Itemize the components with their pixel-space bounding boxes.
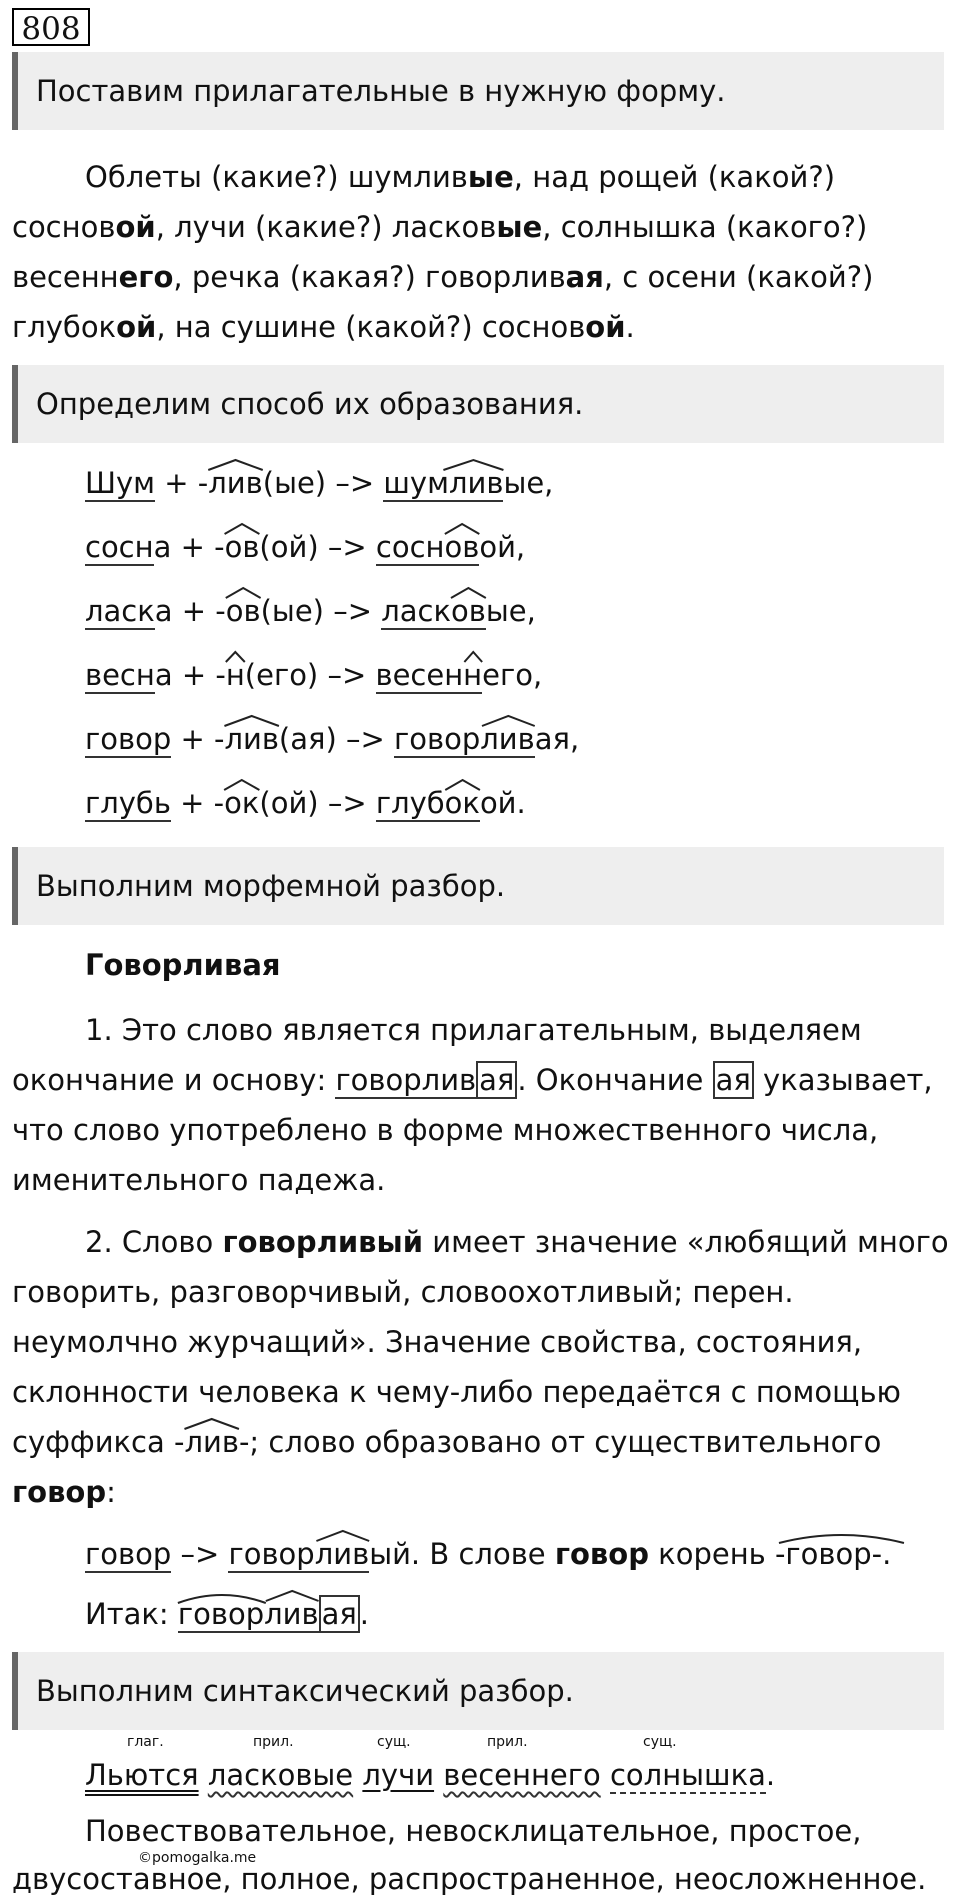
section-heading: Выполним морфемной разбор.	[12, 847, 944, 925]
pos-label: сущ.	[377, 1734, 411, 1750]
word-title: Говорливая	[85, 948, 281, 982]
ending: (ая)	[278, 722, 337, 756]
pos-label: прил.	[487, 1734, 528, 1750]
result-stem: глубок	[375, 786, 480, 820]
plus-sign: + -	[172, 594, 226, 628]
text-line: говорить, разговорчивый, словоохотливый; перен.	[12, 1275, 794, 1309]
result-ending: ой,	[479, 530, 526, 564]
result-stem: говорлив	[394, 722, 535, 756]
derivation-row	[85, 658, 542, 692]
base-ending: а	[154, 594, 173, 628]
section-heading: Поставим прилагательные в нужную форму.	[12, 52, 944, 130]
subject: лучи	[362, 1758, 435, 1792]
result-stem: ласков	[381, 594, 486, 628]
result-stem: соснов	[375, 530, 480, 564]
result-ending: ые,	[503, 466, 554, 500]
suffix: н	[225, 658, 245, 692]
text-line: глубокой, на сушине (какой?) сосновой.	[12, 310, 635, 344]
sentence: Льются ласковые лучи весеннего солнышка.	[85, 1758, 776, 1792]
base-word: говор	[85, 722, 172, 756]
derivation-row	[85, 466, 553, 500]
pos-label: сущ.	[643, 1734, 677, 1750]
suffix: лив	[224, 722, 279, 756]
plus-sign: + -	[170, 786, 225, 820]
text-line: склонности человека к чему-либо передаётся с помощью	[12, 1375, 901, 1409]
text-line: сосновой, лучи (какие?) ласковые, солнышка (какого?)	[12, 210, 868, 244]
arrow: –>	[326, 466, 384, 500]
result-line: Итак: говорлив ая .	[85, 1597, 370, 1631]
ending: (ой)	[259, 530, 319, 564]
text-line: неумолчно журчащий». Значение свойства, состояния,	[12, 1325, 863, 1359]
derivation-row	[85, 530, 525, 564]
base-ending: а	[153, 530, 172, 564]
watermark: ©pomogalka.me	[138, 1850, 257, 1866]
text-line: 2. Слово говорливый имеет значение «любящий много	[85, 1225, 949, 1259]
base-word: сосн	[85, 530, 154, 564]
base-ending: а	[154, 658, 173, 692]
pos-label: прил.	[253, 1734, 294, 1750]
text-line: весеннего, речка (какая?) говорливая, с осени (какой?)	[12, 260, 874, 294]
ending: (ые)	[260, 594, 324, 628]
section-heading: Выполним синтаксический разбор.	[12, 1652, 944, 1730]
derivation-row	[85, 722, 579, 756]
attribute: весеннего	[443, 1758, 601, 1792]
section-heading: Определим способ их образования.	[12, 365, 944, 443]
plus-sign: + -	[172, 658, 226, 692]
ending: (ые)	[262, 466, 327, 500]
text-line: именительного падежа.	[12, 1163, 386, 1197]
pos-label: глаг.	[127, 1734, 164, 1750]
text-line: говор:	[12, 1475, 116, 1509]
text-line: 1. Это слово является прилагательным, выделяем	[85, 1013, 862, 1047]
derivation-row	[85, 594, 536, 628]
base-word: глубь	[85, 786, 171, 820]
suffix: ок	[224, 786, 260, 820]
arrow: –>	[323, 594, 382, 628]
derivation-line: говор –> говорливый. В слове говор корень -говор-.	[85, 1537, 892, 1571]
arrow: –>	[336, 722, 395, 756]
result-stem: весенн	[375, 658, 483, 692]
result-ending: ые,	[485, 594, 536, 628]
stem-mark: говорлив	[335, 1063, 477, 1097]
attribute: ласковые	[207, 1758, 354, 1792]
ending: (его)	[244, 658, 319, 692]
base-word: весн	[85, 658, 155, 692]
suffix: ов	[224, 530, 260, 564]
derivation-row	[85, 786, 526, 820]
result-stem: шумлив	[383, 466, 504, 500]
ending-mark: ая	[476, 1061, 517, 1099]
plus-sign: + -	[155, 466, 209, 500]
object: солнышка	[609, 1758, 766, 1792]
arrow: –>	[318, 530, 376, 564]
suffix-mark: лив	[184, 1425, 239, 1459]
text-line: Повествовательное, невосклицательное, простое,	[85, 1814, 862, 1848]
ending-mark: ая	[713, 1061, 754, 1099]
task-number: 808	[12, 8, 90, 46]
arrow: –>	[318, 658, 376, 692]
text-line: Облеты (какие?) шумливые, над рощей (какой?)	[85, 160, 836, 194]
text-line: суффикса -лив-; слово образовано от существительного	[12, 1425, 882, 1459]
text-line: двусоставное, полное, распространенное, неосложненное.	[12, 1862, 927, 1896]
result-ending: его,	[482, 658, 543, 692]
base-word: Шум	[85, 466, 156, 500]
text-line: окончание и основу: говорлив ая . Окончание ая указывает,	[12, 1063, 933, 1097]
result-ending: ая,	[534, 722, 580, 756]
suffix: лив	[208, 466, 263, 500]
suffix: ов	[225, 594, 261, 628]
predicate: Льются	[85, 1758, 199, 1792]
text-line: что слово употреблено в форме множественного числа,	[12, 1113, 879, 1147]
result-ending: ой.	[479, 786, 526, 820]
plus-sign: + -	[171, 722, 225, 756]
arrow: –>	[318, 786, 376, 820]
base-word: ласк	[85, 594, 155, 628]
plus-sign: + -	[171, 530, 225, 564]
ending: (ой)	[259, 786, 319, 820]
